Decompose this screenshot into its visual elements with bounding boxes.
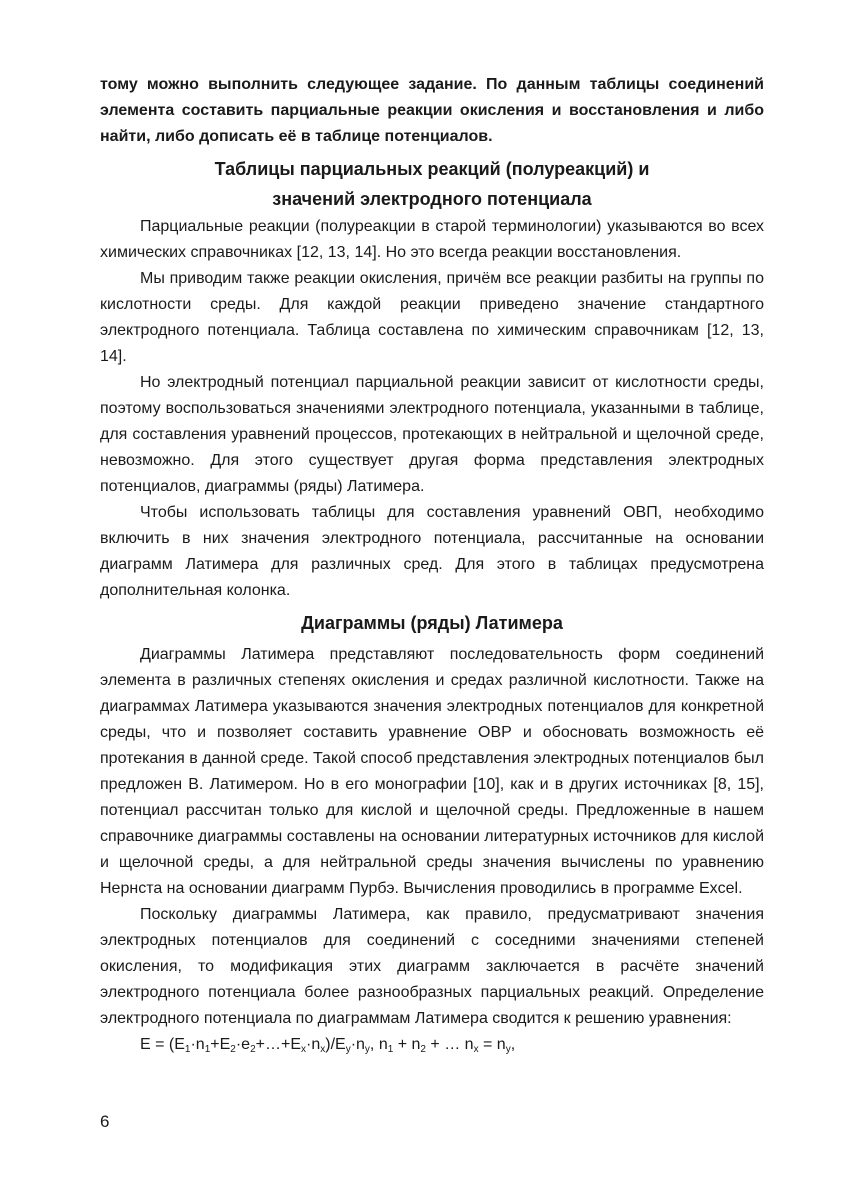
section1-paragraph-4: Чтобы использовать таблицы для составления уравнений ОВП, необходимо включить в них значения электродного потенциала, рассчитанные на основании диаграмм Латимера для различных сред. Для этого в таблицах предусмотрена дополнительная колонка. [100,504,764,599]
page-number: 6 [100,1112,110,1131]
section2-paragraph-1: Диаграммы Латимера представляют последовательность форм соединений элемента в различных степенях окисления и средах различной кислотности. Также на диаграммах Латимера указываются значения электродных потенциалов для конкретной среды, что и позволяет составить уравнение ОВР и обосновать возможность её протекания в данной среде. Такой способ представления электродных потенциалов был предложен В. Латимером. Но в его монографии [10], как и в других источниках [8, 15], потенциал рассчитан только для кислой и щелочной среды. Предложенные в нашем справочнике диаграммы составлены на основании литературных источников для кислой и щелочной среды, а для нейтральной среды значения вычислены по уравнению Нернста на основании диаграмм Пурбэ. Вычисления проводились в программе Excel. [100,646,764,897]
section1-paragraph-1: Парциальные реакции (полуреакции в старой терминологии) указываются во всех химических справочниках [12, 13, 14]. Но это всегда реакции восстановления. [100,218,764,261]
section1-title-line1: Таблицы парциальных реакций (полуреакций) и [214,159,650,179]
section2-title: Диаграммы (ряды) Латимера [301,613,563,633]
section2-paragraph-2: Поскольку диаграммы Латимера, как правило, предусматривают значения электродных потенциалов для соединений с соседними значениями степеней окисления, то модификация этих диаграмм заключается в расчёте значений электродного потенциала более разнообразных парциальных реакций. Определение электродного потенциала по диаграммам Латимера сводится к решению уравнения: [100,906,764,1027]
section1-paragraph-2: Мы приводим также реакции окисления, причём все реакции разбиты на группы по кислотности среды. Для каждой реакции приведено значение стандартного электродного потенциала. Таблица составлена по химическим справочникам [12, 13, 14]. [100,270,764,365]
intro-paragraph: тому можно выполнить следующее задание. По данным таблицы соединений элемента составить парциальные реакции окисления и восстановления и либо найти, либо дописать её в таблице потенциалов. [100,76,764,145]
section1-paragraph-3: Но электродный потенциал парциальной реакции зависит от кислотности среды, поэтому воспользоваться значениями электродного потенциала, указанными в таблице, для составления уравнений процессов, протекающих в нейтральной и щелочной среде, невозможно. Для этого существует другая форма представления электродных потенциалов, диаграммы (ряды) Латимера. [100,374,764,495]
latimer-equation: $E = (E_1\cdot n_1+E_2\cdot e_2+\dots+E_x\cdot n_x)/E_y\cdot n_y$, $n_1 + n_2$ + … $n_x = n_y$, [140,1036,516,1055]
page-body [100,72,764,1058]
section1-title-line2: значений электродного потенциала [272,189,592,209]
